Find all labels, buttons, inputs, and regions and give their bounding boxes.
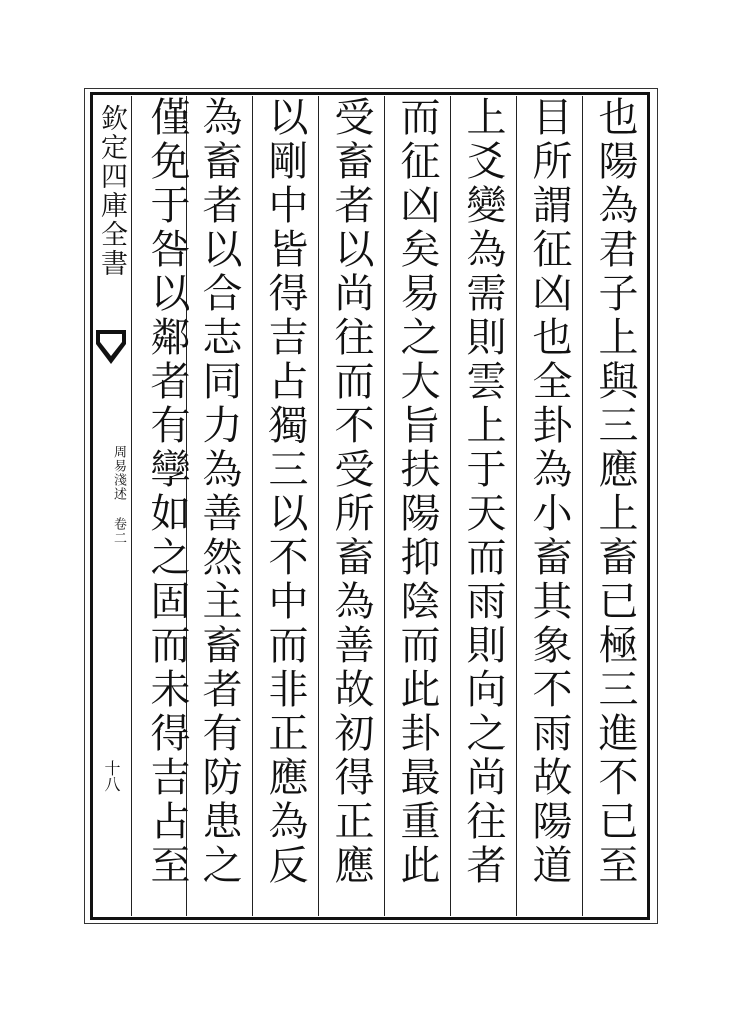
book-title: 周易淺述 xyxy=(111,445,126,501)
text-column: 以剛中皆得吉占獨三以不中而非正應為反 xyxy=(262,96,308,888)
collection-title: 欽定四庫全書 xyxy=(96,104,127,278)
text-column: 目所謂征凶也全卦為小畜其象不雨故陽道 xyxy=(526,96,572,888)
page-number: 十八 xyxy=(102,760,121,792)
fishtail-ornament-icon xyxy=(96,330,126,364)
text-column: 上爻變為需則雲上于天而雨則向之尚往者 xyxy=(460,96,506,888)
book-title-and-chapter xyxy=(96,445,126,565)
chapter-label: 卷二 xyxy=(111,517,126,545)
text-column: 也陽為君子上與三應上畜已極三進不已至 xyxy=(592,96,638,888)
text-column: 僅免于咎以鄰者有孿如之固而未得吉占至 xyxy=(144,96,190,888)
text-column: 為畜者以合志同力為善然主畜者有防患之 xyxy=(196,96,242,888)
text-column: 受畜者以尚往而不受所畜為善故初得正應 xyxy=(328,96,374,888)
text-column: 而征凶矣易之大旨扶陽抑陰而此卦最重此 xyxy=(394,96,440,888)
